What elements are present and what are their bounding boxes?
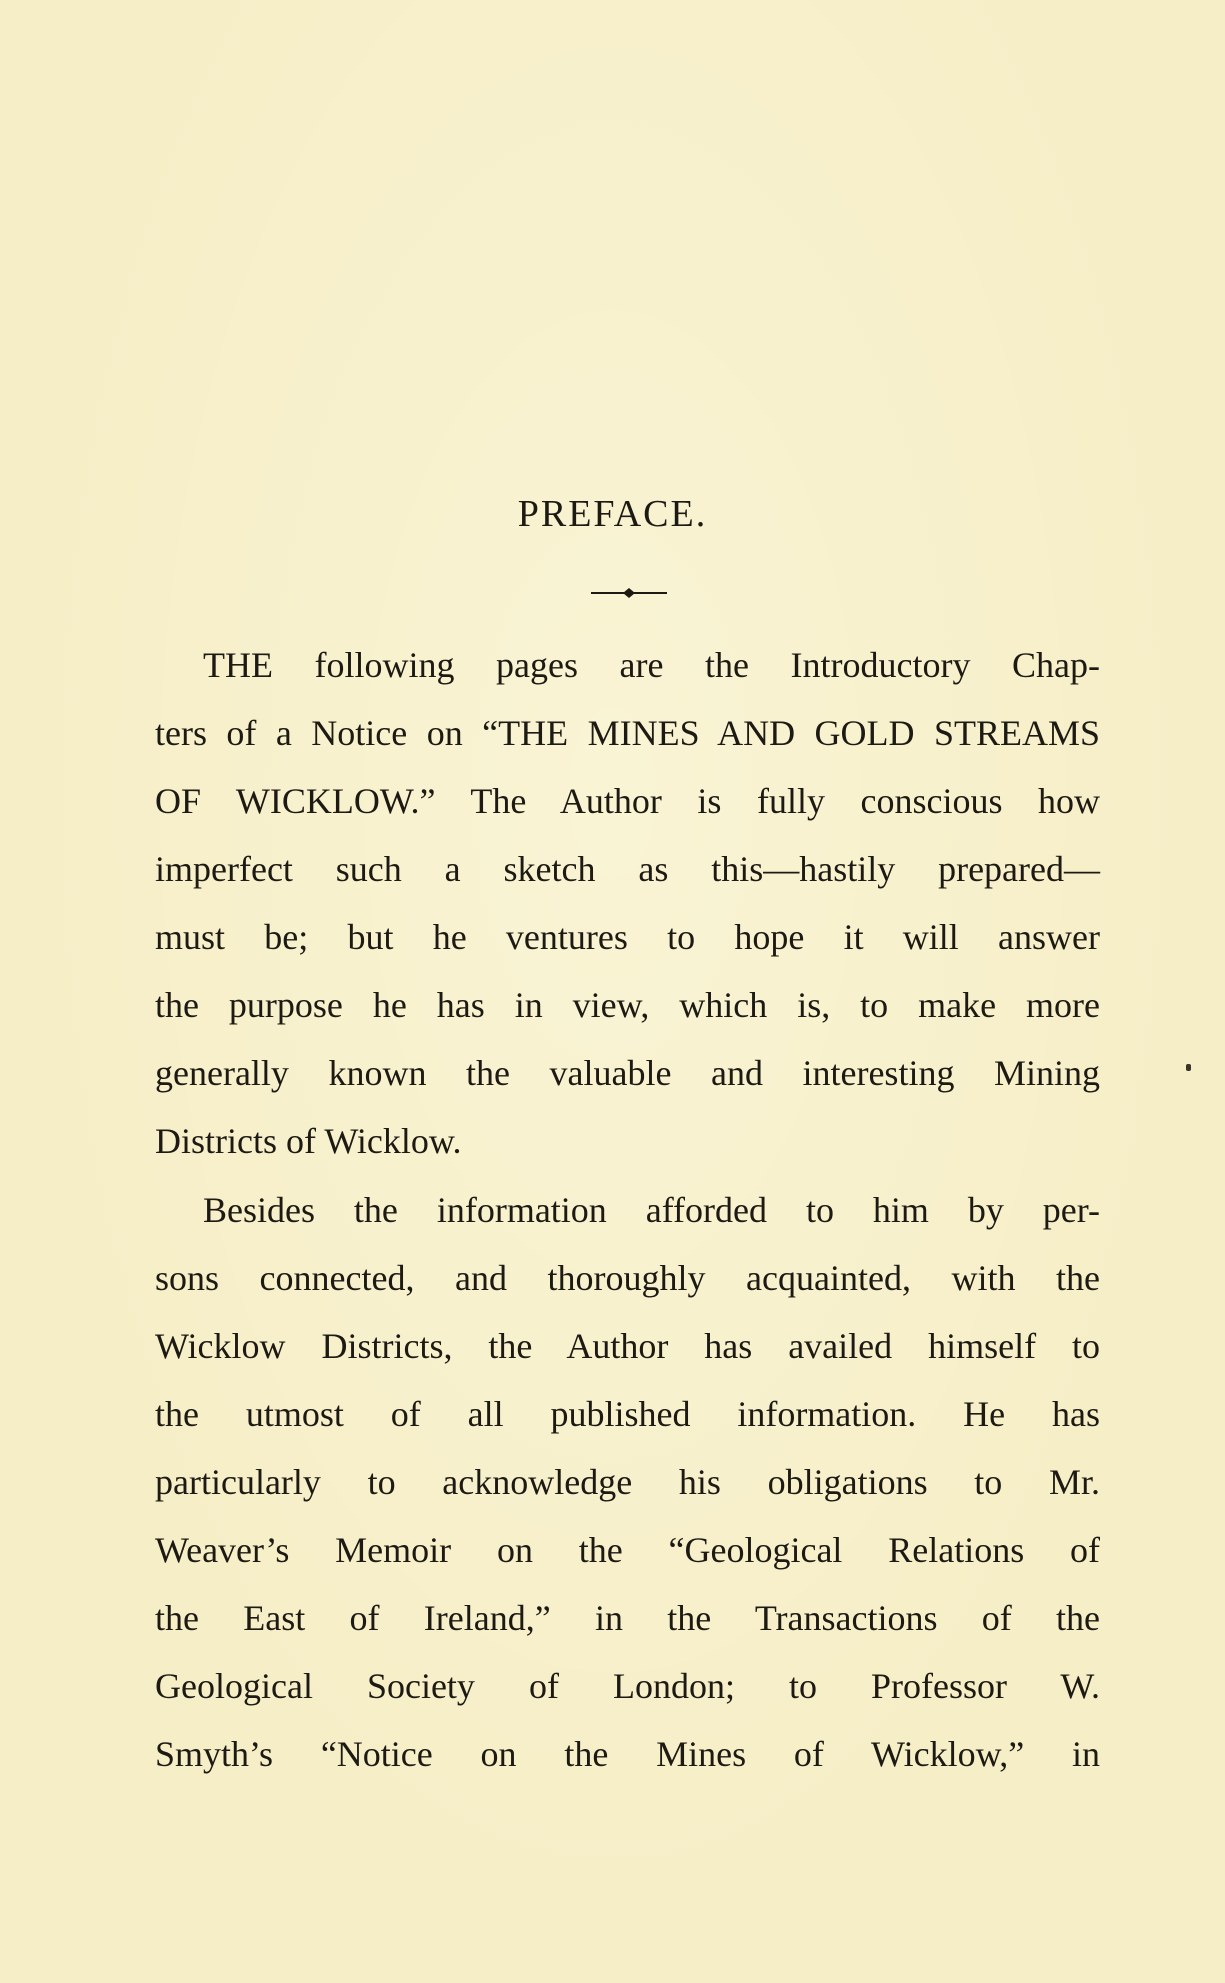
text-line: imperfect such a sketch as this—hastily prepared— bbox=[155, 849, 1100, 889]
text-line: Districts of Wicklow. bbox=[155, 1121, 462, 1161]
text-line: Geological Society of London; to Professor W. bbox=[155, 1666, 1100, 1706]
text-line: OF WICKLOW.” The Author is fully conscious how bbox=[155, 781, 1100, 821]
text-line: THE following pages are the Introductory Chap- bbox=[203, 645, 1100, 685]
text-line: Wicklow Districts, the Author has availed himself to bbox=[155, 1326, 1100, 1366]
text-line: the East of Ireland,” in the Transactions of the bbox=[155, 1598, 1100, 1638]
text-line: must be; but he ventures to hope it will answer bbox=[155, 917, 1100, 957]
text-line: the utmost of all published information. He has bbox=[155, 1394, 1100, 1434]
text-line: Besides the information afforded to him by per- bbox=[203, 1190, 1100, 1230]
page-speck bbox=[1186, 1064, 1191, 1071]
text-line: particularly to acknowledge his obligations to Mr. bbox=[155, 1462, 1100, 1502]
page-heading: PREFACE. bbox=[517, 493, 708, 535]
text-line: generally known the valuable and interesting Mining bbox=[155, 1053, 1100, 1093]
text-line: ters of a Notice on “THE MINES AND GOLD STREAMS bbox=[155, 713, 1100, 753]
text-line: Weaver’s Memoir on the “Geological Relations of bbox=[155, 1530, 1100, 1570]
text-line: Smyth’s “Notice on the Mines of Wicklow,” in bbox=[155, 1734, 1100, 1774]
text-line: sons connected, and thoroughly acquainted, with the bbox=[155, 1258, 1100, 1298]
ornament-divider bbox=[589, 586, 669, 600]
text-line: the purpose he has in view, which is, to make more bbox=[155, 985, 1100, 1025]
